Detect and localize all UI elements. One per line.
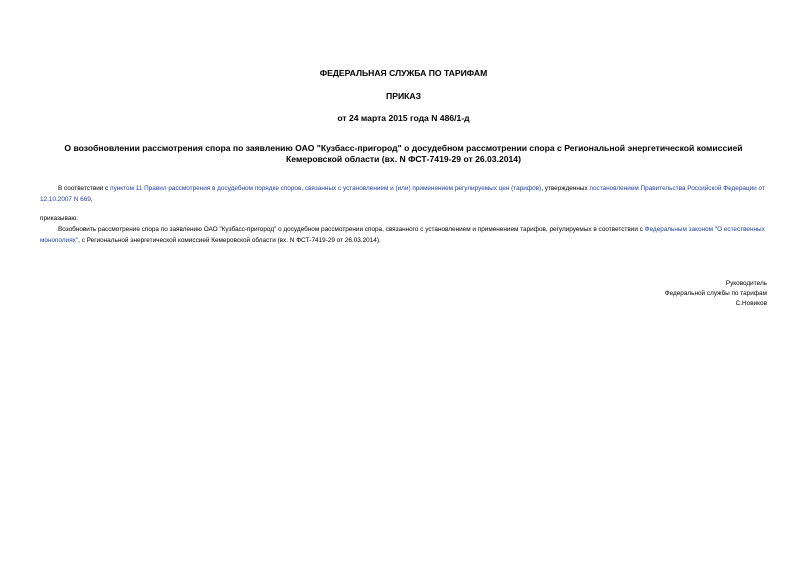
preamble-text-1: В соответствии с [58, 185, 111, 192]
rules-link[interactable]: пунктом 11 Правил рассмотрения в досудебном порядке споров, связанных с установлением и (или) применением регулируемых цен (тарифов) [110, 185, 542, 192]
order-text-1: Возобновить рассмотрение спора по заявлению ОАО "Кузбасс-пригород" о досудебном рассмотрении спора, связанного с установлением и применением тарифов, регулируемых в соответствии с [58, 226, 645, 233]
date-number-heading: от 24 марта 2015 года N 486/1-д [337, 113, 470, 123]
agency-heading: ФЕДЕРАЛЬНАЯ СЛУЖБА ПО ТАРИФАМ [319, 68, 488, 78]
document-title: О возобновлении рассмотрения спора по заявлению ОАО "Кузбасс-пригород" о досудебном рассмотрении спора с Региональной энергетической комиссией Кемеровской области (вх. N ФСТ-7419-29 от 26.03.2014) [64, 143, 743, 164]
preamble-text-3: , [90, 195, 93, 203]
document-type-heading: ПРИКАЗ [386, 91, 421, 101]
signature-name: С.Новиков [735, 300, 767, 307]
order-word: приказываю: [40, 215, 78, 222]
government-resolution-link[interactable]: постановлением Правительства Российской Федерации от 12.10.2007 N 669 [40, 185, 765, 203]
preamble-paragraph [40, 184, 771, 205]
federal-law-link[interactable]: Федеральным законом "О естественных монополиях" [40, 226, 765, 244]
preamble-text-2: , утвержденных [541, 185, 590, 192]
signature-position: Руководитель [725, 280, 767, 287]
signature-organization: Федеральной службы по тарифам [664, 290, 767, 297]
order-paragraph [40, 225, 771, 246]
order-text-2: , с Региональной энергетической комиссией Кемеровской области (вх. N ФСТ-7419-29 от 26.03.2014). [78, 236, 381, 244]
